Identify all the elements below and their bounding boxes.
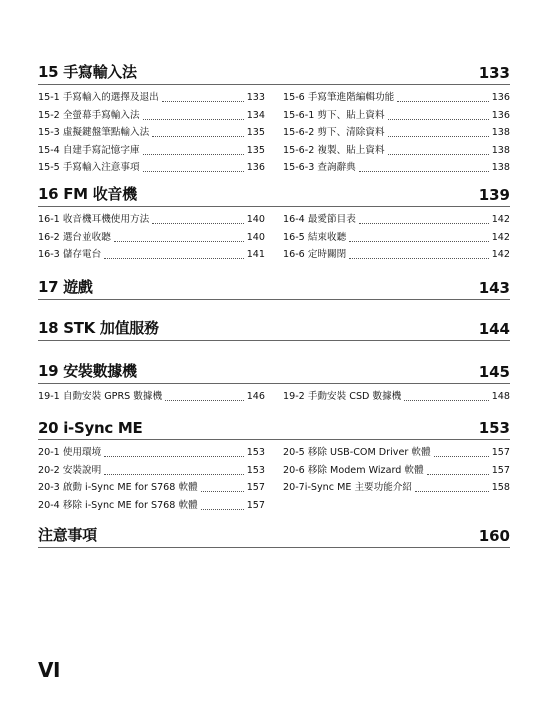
section-page-number: 160 [478, 527, 510, 545]
section-page-number: 139 [478, 186, 510, 204]
section-page-number: 143 [478, 279, 510, 297]
section-entries [38, 211, 510, 265]
toc-entry[interactable]: 20-2 安裝說明 153 [38, 464, 265, 476]
entries-right-column [283, 89, 510, 177]
section-title[interactable]: 20 i-Sync ME [38, 419, 143, 437]
page-number-roman: VI [38, 658, 60, 682]
section-title[interactable]: 15 手寫輸入法 [38, 63, 137, 81]
section-title[interactable]: 注意事項 [38, 526, 97, 544]
toc-entry[interactable]: 15-3 虛擬鍵盤筆點輸入法 135 [38, 127, 265, 138]
toc-section [38, 277, 510, 300]
section-header [38, 62, 510, 85]
entries-left-column [38, 388, 265, 406]
section-header [38, 525, 510, 548]
toc-entry[interactable]: 15-6 手寫筆進階編輯功能 136 [283, 92, 510, 103]
entries-left-column [38, 444, 265, 514]
toc-entry[interactable]: 20-5 移除 USB-COM Driver 軟體 157 [283, 447, 510, 458]
section-header [38, 184, 510, 207]
toc-section [38, 318, 510, 341]
toc-section [38, 525, 510, 548]
toc-entry[interactable]: 15-1 手寫輸入的選擇及退出 133 [38, 92, 265, 103]
section-title[interactable]: 16 FM 收音機 [38, 185, 137, 203]
entries-left-column [38, 211, 265, 264]
toc-entry[interactable]: 16-5 結束收聽 142 [283, 231, 510, 243]
toc-entry[interactable]: 15-6-2 剪下、清除資料 138 [283, 127, 510, 138]
section-page-number: 145 [478, 363, 510, 381]
toc-entry[interactable]: 16-2 選台並收聽 140 [38, 231, 265, 243]
section-title[interactable]: 19 安裝數據機 [38, 362, 137, 380]
section-entries [38, 89, 510, 177]
section-page-number: 153 [478, 419, 510, 437]
toc-entry[interactable]: 16-3 儲存電台 141 [38, 249, 265, 260]
toc-entry[interactable]: 20-7i-Sync ME 主要功能介紹 158 [283, 482, 510, 493]
section-title[interactable]: 17 遊戲 [38, 278, 93, 296]
toc-section [38, 361, 510, 408]
toc-entry[interactable]: 19-2 手動安裝 CSD 數據機 148 [283, 391, 510, 402]
entries-left-column [38, 89, 265, 177]
toc-entry[interactable]: 15-6-1 剪下、貼上資料 136 [283, 109, 510, 121]
toc-entry[interactable]: 20-6 移除 Modem Wizard 軟體 157 [283, 464, 510, 476]
toc-entry[interactable]: 16-4 最愛節目表 142 [283, 214, 510, 225]
toc-section [38, 62, 510, 177]
toc-entry[interactable]: 20-1 使用環境 153 [38, 447, 265, 458]
toc-entry[interactable]: 15-2 全螢幕手寫輸入法 134 [38, 109, 265, 121]
section-page-number: 144 [478, 320, 510, 338]
toc-entry[interactable]: 16-1 收音機耳機使用方法 140 [38, 214, 265, 225]
toc-entry[interactable]: 20-4 移除 i-Sync ME for S768 軟體 157 [38, 499, 265, 511]
entries-right-column [283, 444, 510, 497]
entries-right-column [283, 211, 510, 264]
toc-entry[interactable]: 20-3 啟動 i-Sync ME for S768 軟體 157 [38, 482, 265, 493]
section-header [38, 318, 510, 341]
section-title[interactable]: 18 STK 加值服務 [38, 319, 159, 337]
section-header [38, 361, 510, 384]
toc-entry[interactable]: 15-5 手寫輸入注意事項 136 [38, 162, 265, 173]
toc-entry[interactable]: 19-1 自動安裝 GPRS 數據機 146 [38, 391, 265, 402]
toc-entry[interactable]: 15-6-2 複製、貼上資料 138 [283, 144, 510, 156]
section-header [38, 277, 510, 300]
section-header [38, 417, 510, 440]
toc-entry[interactable]: 15-6-3 查詢辭典 138 [283, 162, 510, 173]
section-entries [38, 444, 510, 516]
toc-entry[interactable]: 16-6 定時關閉 142 [283, 249, 510, 260]
section-page-number: 133 [478, 64, 510, 82]
toc-section [38, 417, 510, 516]
toc-section [38, 184, 510, 265]
entries-right-column [283, 388, 510, 406]
section-entries [38, 388, 510, 408]
toc-entry[interactable]: 15-4 自建手寫記憶字庫 135 [38, 144, 265, 156]
